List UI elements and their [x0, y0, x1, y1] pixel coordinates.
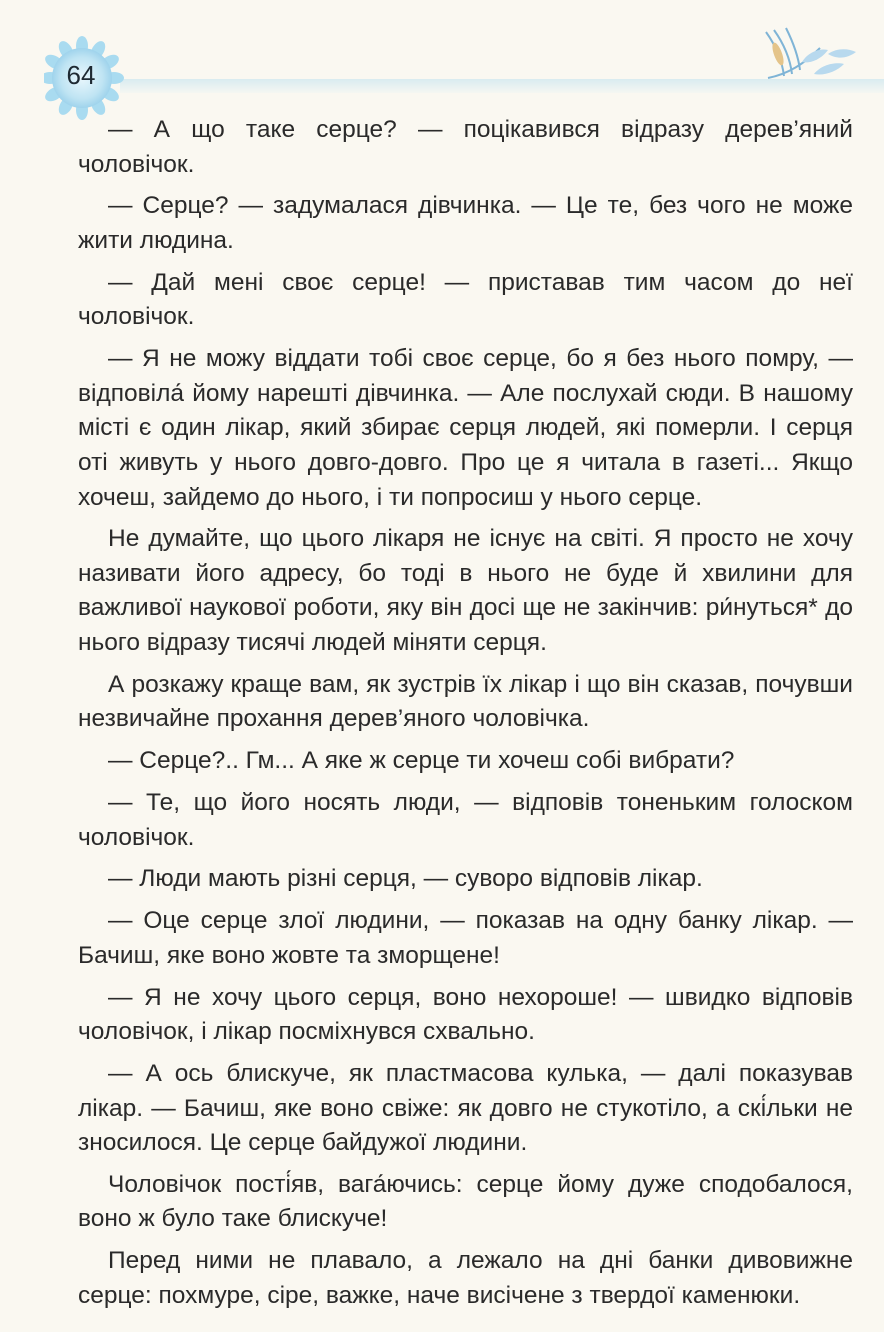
- paragraph: — А що таке серце? — поцікавився відразу дерев’яний чоловічок.: [78, 116, 853, 178]
- paragraph: Не думайте, що цього лікаря не існує на світі. Я просто не хочу називати його адресу, бо тоді в нього не буде й хвилини для важливої наукової роботи, яку він досі ще не закінчив: ри́нуться* до нього відразу тисячі людей міняти серця.: [78, 525, 853, 657]
- paragraph: — Серце? — задумалася дівчинка. — Це те, без чого не може жити людина.: [78, 192, 853, 254]
- leaf-ornament-icon: [758, 24, 862, 88]
- paragraph: — Я не хочу цього серця, воно нехороше! — швидко відповів чоловічок, і лікар посміхнувся схвально.: [78, 983, 853, 1046]
- page-number: 64: [66, 60, 96, 90]
- page-number-badge: [44, 36, 136, 120]
- paragraph: Перед ними не плавало, а лежало на дні банки дивовижне серце: похмуре, сіре, важке, наче висічене з твердої каменюки.: [78, 1247, 853, 1309]
- paragraph: А розкажу краще вам, як зустрів їх лікар і що він сказав, почувши незвичайне прохання дерев’яного чоловічка.: [78, 670, 853, 733]
- paragraph: Чоловічок пості́яв, вага́ючись: серце йому дуже сподобалося, воно ж було таке блискуче!: [78, 1170, 853, 1233]
- paragraph: — Серце?.. Гм... А яке ж серце ти хочеш собі вибрати?: [108, 747, 735, 775]
- paragraph: — А ось блискуче, як пластмасова кулька, — далі показував лікар. — Бачиш, яке воно свіже: як довго не стукотіло, а скі́льки не зносилося. Це серце байдужої людини.: [78, 1059, 853, 1157]
- paragraph: — Я не можу віддати тобі своє серце, бо я без нього помру, — відповіла́ йому нарешті дівчинка. — Але послухай сюди. В нашому місті є один лікар, який збирає серця людей, які померли. І серця оті живуть у нього довго-довго. Про це я читала в газеті... Якщо хочеш, зайдемо до нього, і ти попросиш у нього серце.: [78, 345, 853, 511]
- paragraph: — Оце серце злої людини, — показав на одну банку лікар. — Бачиш, яке воно жовте та зморщене!: [78, 907, 853, 969]
- story-text: [78, 113, 853, 1321]
- paragraph: — Люди мають різні серця, — суворо відповів лікар.: [108, 865, 703, 893]
- paragraph: — Те, що його носять люди, — відповів тоненьким голоском чоловічок.: [78, 789, 853, 851]
- paragraph: — Дай мені своє серце! — приставав тим часом до неї чоловічок.: [78, 268, 853, 331]
